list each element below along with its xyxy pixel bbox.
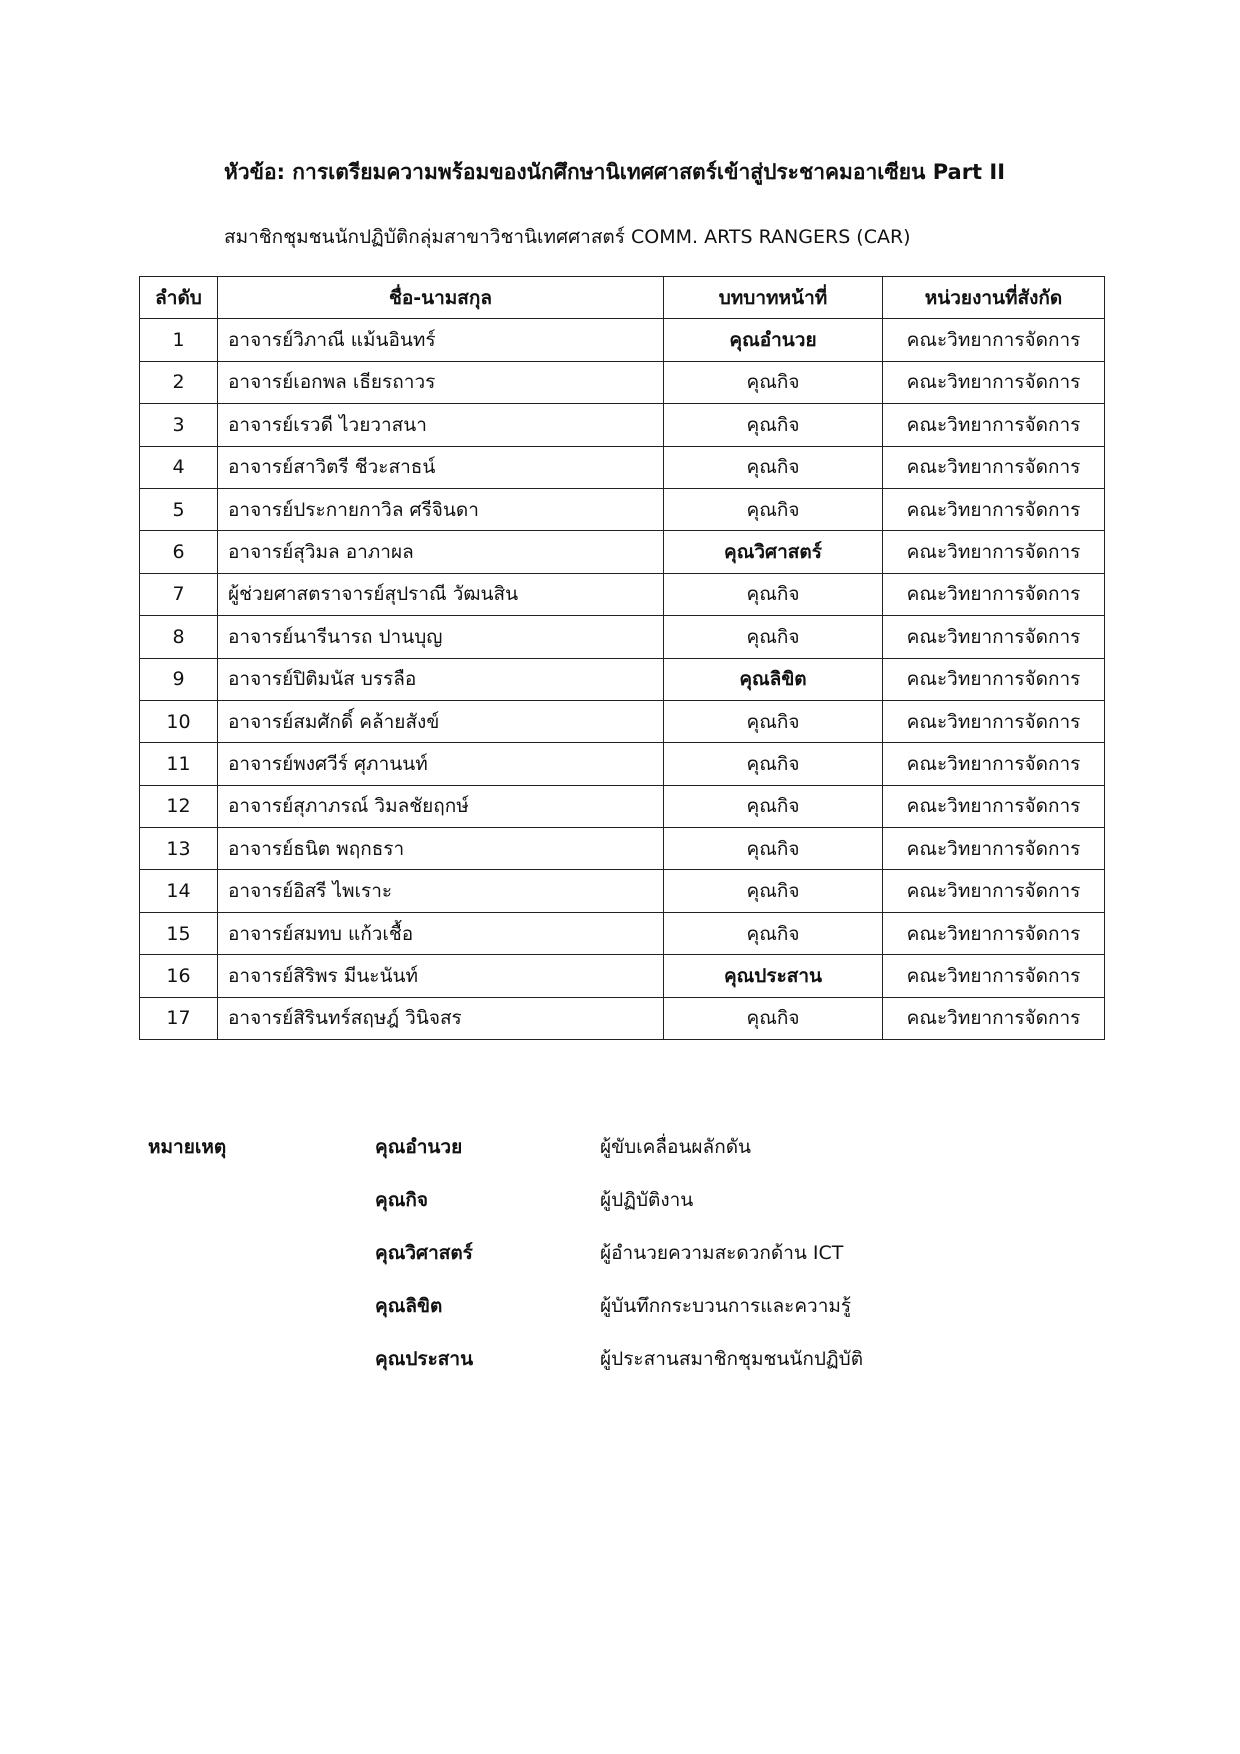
cell-order: 17 (140, 997, 218, 1039)
cell-unit: คณะวิทยาการจัดการ (883, 997, 1105, 1039)
cell-order: 16 (140, 955, 218, 997)
cell-order: 4 (140, 446, 218, 488)
cell-role: คุณกิจ (664, 912, 883, 954)
cell-name: อาจารย์อิสรี ไพเราะ (218, 870, 664, 912)
header-role: บทบาทหน้าที่ (664, 277, 883, 319)
cell-order: 10 (140, 700, 218, 742)
cell-name: อาจารย์นารีนารถ ปานบุญ (218, 616, 664, 658)
cell-role: คุณกิจ (664, 785, 883, 827)
cell-unit: คณะวิทยาการจัดการ (883, 658, 1105, 700)
note-description: ผู้อำนวยความสะดวกด้าน ICT (600, 1242, 844, 1264)
members-table-body (140, 319, 1105, 1040)
table-row (140, 658, 1105, 700)
cell-order: 14 (140, 870, 218, 912)
cell-name: อาจารย์ประกายกาวิล ศรีจินดา (218, 488, 664, 530)
table-row (140, 997, 1105, 1039)
cell-unit: คณะวิทยาการจัดการ (883, 319, 1105, 361)
cell-unit: คณะวิทยาการจัดการ (883, 616, 1105, 658)
cell-role: คุณกิจ (664, 997, 883, 1039)
cell-order: 11 (140, 743, 218, 785)
cell-role: คุณกิจ (664, 616, 883, 658)
table-row (140, 488, 1105, 530)
cell-unit: คณะวิทยาการจัดการ (883, 361, 1105, 403)
note-description: ผู้ปฏิบัติงาน (600, 1189, 694, 1211)
table-row (140, 531, 1105, 573)
note-term: คุณประสาน (375, 1348, 474, 1370)
note-term: คุณอำนวย (375, 1136, 463, 1158)
cell-role: คุณกิจ (664, 404, 883, 446)
cell-name: อาจารย์วิภาณี แม้นอินทร์ (218, 319, 664, 361)
cell-order: 6 (140, 531, 218, 573)
cell-unit: คณะวิทยาการจัดการ (883, 573, 1105, 615)
cell-role: คุณกิจ (664, 446, 883, 488)
cell-name: ผู้ช่วยศาสตราจารย์สุปราณี วัฒนสิน (218, 573, 664, 615)
cell-order: 15 (140, 912, 218, 954)
cell-name: อาจารย์พงศวีร์ ศุภานนท์ (218, 743, 664, 785)
note-description: ผู้ประสานสมาชิกชุมชนนักปฏิบัติ (600, 1348, 864, 1370)
note-description: ผู้บันทึกกระบวนการและความรู้ (600, 1295, 852, 1317)
cell-role: คุณกิจ (664, 573, 883, 615)
cell-order: 12 (140, 785, 218, 827)
table-row (140, 955, 1105, 997)
table-row (140, 573, 1105, 615)
cell-name: อาจารย์สิริพร มีนะนันท์ (218, 955, 664, 997)
cell-name: อาจารย์เอกพล เธียรถาวร (218, 361, 664, 403)
notes-label: หมายเหตุ (148, 1136, 227, 1158)
cell-order: 7 (140, 573, 218, 615)
table-row (140, 361, 1105, 403)
cell-role: คุณวิศาสตร์ (664, 531, 883, 573)
cell-unit: คณะวิทยาการจัดการ (883, 404, 1105, 446)
cell-unit: คณะวิทยาการจัดการ (883, 828, 1105, 870)
cell-name: อาจารย์สิรินทร์สฤษฎ์ วินิจสร (218, 997, 664, 1039)
note-description: ผู้ขับเคลื่อนผลักดัน (600, 1136, 752, 1158)
cell-role: คุณกิจ (664, 870, 883, 912)
cell-order: 13 (140, 828, 218, 870)
cell-name: อาจารย์สุภาภรณ์ วิมลชัยฤกษ์ (218, 785, 664, 827)
table-row (140, 870, 1105, 912)
cell-role: คุณอำนวย (664, 319, 883, 361)
table-row (140, 700, 1105, 742)
members-table (139, 276, 1105, 1040)
table-row (140, 828, 1105, 870)
cell-name: อาจารย์สาวิตรี ชีวะสาธน์ (218, 446, 664, 488)
cell-unit: คณะวิทยาการจัดการ (883, 912, 1105, 954)
table-row (140, 912, 1105, 954)
cell-order: 3 (140, 404, 218, 446)
cell-name: อาจารย์สมศักดิ์ คล้ายสังข์ (218, 700, 664, 742)
table-row (140, 785, 1105, 827)
note-term: คุณวิศาสตร์ (375, 1242, 473, 1264)
table-header-row (140, 277, 1105, 319)
document-title: หัวข้อ: การเตรียมความพร้อมของนักศึกษานิเทศศาสตร์เข้าสู่ประชาคมอาเซียน Part II (224, 160, 1006, 184)
cell-role: คุณกิจ (664, 700, 883, 742)
cell-order: 5 (140, 488, 218, 530)
table-row (140, 616, 1105, 658)
cell-unit: คณะวิทยาการจัดการ (883, 743, 1105, 785)
cell-unit: คณะวิทยาการจัดการ (883, 446, 1105, 488)
cell-order: 8 (140, 616, 218, 658)
cell-unit: คณะวิทยาการจัดการ (883, 700, 1105, 742)
cell-role: คุณกิจ (664, 361, 883, 403)
cell-unit: คณะวิทยาการจัดการ (883, 955, 1105, 997)
cell-order: 1 (140, 319, 218, 361)
cell-order: 2 (140, 361, 218, 403)
cell-role: คุณกิจ (664, 743, 883, 785)
table-row (140, 404, 1105, 446)
cell-role: คุณลิขิต (664, 658, 883, 700)
table-row (140, 743, 1105, 785)
note-term: คุณลิขิต (375, 1295, 443, 1317)
header-order: ลำดับ (140, 277, 218, 319)
cell-unit: คณะวิทยาการจัดการ (883, 870, 1105, 912)
cell-name: อาจารย์ปิติมนัส บรรลือ (218, 658, 664, 700)
cell-name: อาจารย์สมทบ แก้วเชื้อ (218, 912, 664, 954)
document-subtitle: สมาชิกชุมชนนักปฏิบัติกลุ่มสาขาวิชานิเทศศาสตร์ COMM. ARTS RANGERS (CAR) (224, 226, 911, 248)
table-row (140, 446, 1105, 488)
header-name: ชื่อ-นามสกุล (218, 277, 664, 319)
cell-role: คุณประสาน (664, 955, 883, 997)
cell-name: อาจารย์เรวดี ไวยวาสนา (218, 404, 664, 446)
cell-name: อาจารย์สุวิมล อาภาผล (218, 531, 664, 573)
table-row (140, 319, 1105, 361)
cell-unit: คณะวิทยาการจัดการ (883, 785, 1105, 827)
note-term: คุณกิจ (375, 1189, 428, 1211)
cell-name: อาจารย์ธนิต พฤกธรา (218, 828, 664, 870)
cell-unit: คณะวิทยาการจัดการ (883, 488, 1105, 530)
cell-unit: คณะวิทยาการจัดการ (883, 531, 1105, 573)
cell-role: คุณกิจ (664, 488, 883, 530)
header-unit: หน่วยงานที่สังกัด (883, 277, 1105, 319)
cell-role: คุณกิจ (664, 828, 883, 870)
cell-order: 9 (140, 658, 218, 700)
